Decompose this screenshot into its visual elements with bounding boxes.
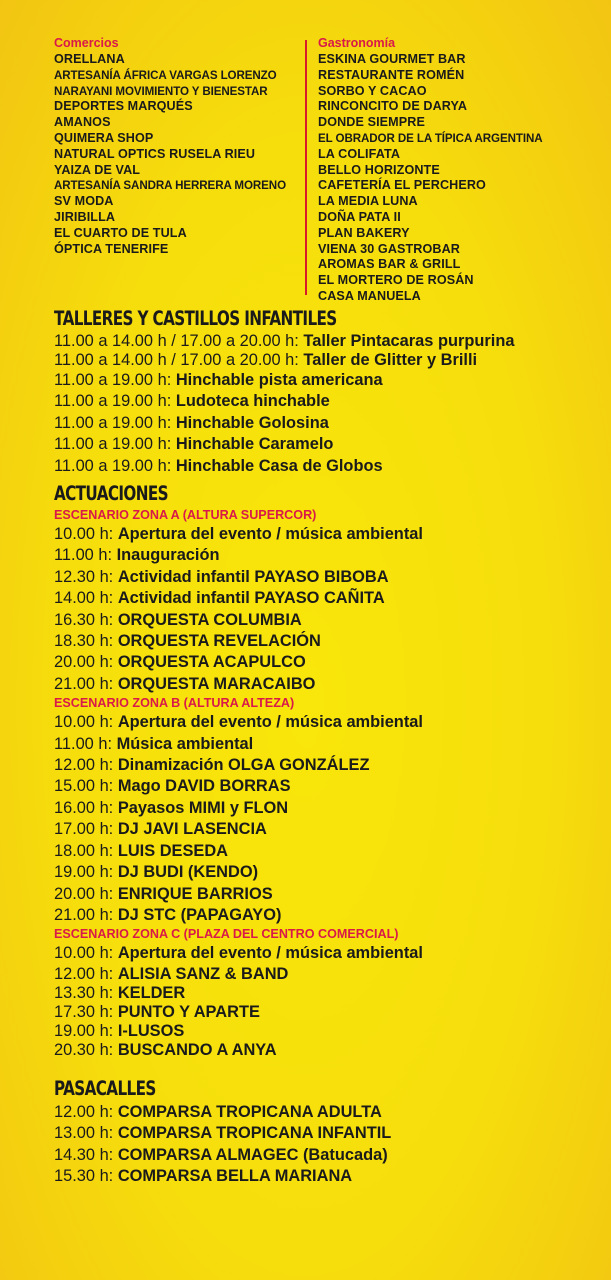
- schedule-row: [54, 652, 604, 673]
- row-time: 16.30 h:: [54, 610, 114, 629]
- row-time: 20.30 h:: [54, 1040, 114, 1059]
- schedule-row: [54, 370, 604, 391]
- row-time: 11.00 a 14.00 h / 17.00 a 20.00 h:: [54, 332, 299, 350]
- pasacalles-title: PASACALLES: [54, 1077, 156, 1100]
- row-time: 21.00 h:: [54, 905, 114, 924]
- schedule-row: [54, 1123, 604, 1144]
- row-time: 17.30 h:: [54, 1002, 114, 1021]
- talleres-title: TALLERES Y CASTILLOS INFANTILES: [54, 307, 337, 330]
- row-name: LUIS DESEDA: [117, 841, 229, 860]
- gastronomia-list: [318, 52, 598, 305]
- schedule-row: [54, 351, 604, 370]
- row-time: 13.30 h:: [54, 983, 114, 1002]
- schedule-row: [54, 456, 604, 477]
- schedule-row: [54, 434, 604, 455]
- row-time: 12.30 h:: [54, 567, 114, 586]
- list-item: DEPORTES MARQUÉS: [54, 99, 193, 114]
- comercios-title: Comercios: [54, 36, 119, 50]
- row-time: 11.00 h:: [54, 734, 113, 753]
- row-time: 11.00 a 19.00 h:: [54, 392, 172, 411]
- row-name: I-LUSOS: [117, 1021, 185, 1040]
- row-name: Inauguración: [116, 546, 220, 565]
- list-item: CAFETERÍA EL PERCHERO: [318, 178, 486, 193]
- row-time: 12.00 h:: [54, 964, 114, 983]
- list-item: SORBO Y CACAO: [318, 83, 427, 98]
- row-time: 10.00 h:: [54, 713, 114, 732]
- row-time: 19.00 h:: [54, 863, 114, 882]
- stage-a-title: ESCENARIO ZONA A (ALTURA SUPERCOR): [54, 508, 317, 522]
- row-name: ORQUESTA ACAPULCO: [117, 653, 306, 672]
- list-item: SV MODA: [54, 194, 114, 209]
- row-time: 12.00 h:: [54, 756, 114, 775]
- gastronomia-title: Gastronomía: [318, 36, 396, 50]
- schedule-row: [54, 965, 604, 984]
- row-name: Apertura del evento / música ambiental: [117, 944, 423, 963]
- list-item: RINCONCITO DE DARYA: [318, 99, 468, 114]
- pasacalles-section: [54, 1076, 604, 1188]
- list-item: ARTESANÍA ÁFRICA VARGAS LORENZO: [54, 68, 277, 82]
- row-time: 18.30 h:: [54, 632, 114, 651]
- list-item: ARTESANÍA SANDRA HERRERA MORENO: [54, 179, 287, 193]
- row-time: 14.30 h:: [54, 1145, 114, 1164]
- row-time: 11.00 a 19.00 h:: [54, 435, 172, 454]
- row-name: COMPARSA TROPICANA ADULTA: [117, 1103, 382, 1121]
- list-item: AROMAS BAR & GRILL: [318, 257, 461, 272]
- talleres-section: [54, 306, 604, 477]
- row-name: Mago DAVID BORRAS: [117, 777, 291, 796]
- row-time: 11.00 a 19.00 h:: [54, 371, 172, 389]
- row-name: PUNTO Y APARTE: [117, 1002, 260, 1021]
- list-item: ÓPTICA TENERIFE: [54, 241, 169, 256]
- schedule-row: [54, 862, 604, 883]
- schedule-row: [54, 631, 604, 652]
- row-time: 10.00 h:: [54, 944, 114, 963]
- schedule-row: [54, 841, 604, 862]
- list-item: PLAN BAKERY: [318, 225, 410, 240]
- row-name: DJ BUDI (KENDO): [117, 863, 259, 882]
- list-item: NARAYANI MOVIMIENTO Y BIENESTAR: [54, 84, 268, 98]
- row-name: Hinchable Caramelo: [175, 435, 334, 454]
- schedule-row: [54, 776, 604, 797]
- list-item: BELLO HORIZONTE: [318, 162, 440, 177]
- actuaciones-title: ACTUACIONES: [54, 482, 168, 505]
- schedule-row: [54, 413, 604, 434]
- row-name: ALISIA SANZ & BAND: [117, 964, 289, 983]
- stage-b-title: ESCENARIO ZONA B (ALTURA ALTEZA): [54, 696, 295, 711]
- row-name: Música ambiental: [116, 734, 254, 753]
- schedule-row: [54, 712, 604, 733]
- row-time: 11.00 h:: [54, 546, 113, 565]
- row-name: Taller de Glitter y Brilli: [303, 351, 478, 369]
- list-item: EL MORTERO DE ROSÁN: [318, 273, 474, 288]
- row-name: COMPARSA BELLA MARIANA: [117, 1167, 353, 1186]
- schedule-row: [54, 567, 604, 588]
- row-name: Actividad infantil PAYASO BIBOBA: [117, 567, 389, 586]
- row-time: 21.00 h:: [54, 674, 114, 693]
- row-time: 16.00 h:: [54, 798, 114, 817]
- schedule-row: [54, 755, 604, 776]
- list-item: LA MEDIA LUNA: [318, 194, 418, 209]
- row-name: COMPARSA ALMAGEC (Batucada): [117, 1145, 388, 1164]
- schedule-row: [54, 610, 604, 631]
- row-name: Dinamización OLGA GONZÁLEZ: [117, 756, 370, 775]
- row-name: KELDER: [117, 983, 186, 1002]
- row-name: COMPARSA TROPICANA INFANTIL: [117, 1124, 392, 1143]
- actuaciones-section: [54, 481, 604, 1060]
- row-time: 12.00 h:: [54, 1103, 114, 1121]
- list-item: EL CUARTO DE TULA: [54, 225, 187, 240]
- schedule-row: [54, 905, 604, 926]
- schedule-row: [54, 1003, 604, 1022]
- row-name: Hinchable Casa de Globos: [175, 456, 383, 475]
- row-name: Apertura del evento / música ambiental: [117, 713, 423, 732]
- schedule-row: [54, 798, 604, 819]
- row-time: 14.00 h:: [54, 589, 114, 608]
- row-time: 11.00 a 14.00 h / 17.00 a 20.00 h:: [54, 351, 299, 369]
- schedule-row: [54, 588, 604, 609]
- column-divider: [305, 40, 307, 295]
- schedule-row: [54, 984, 604, 1003]
- comercios-list: [54, 52, 302, 257]
- row-time: 11.00 a 19.00 h:: [54, 413, 172, 432]
- row-time: 10.00 h:: [54, 525, 114, 543]
- row-time: 13.00 h:: [54, 1124, 114, 1143]
- row-name: ORQUESTA MARACAIBO: [117, 674, 316, 693]
- schedule-row: [54, 1102, 604, 1123]
- list-item: EL OBRADOR DE LA TÍPICA ARGENTINA: [318, 131, 543, 145]
- row-time: 11.00 a 19.00 h:: [54, 456, 172, 475]
- list-item: YAIZA DE VAL: [54, 162, 141, 177]
- list-item: LA COLIFATA: [318, 146, 401, 161]
- row-time: 17.00 h:: [54, 820, 114, 839]
- row-name: Payasos MIMI y FLON: [117, 798, 289, 817]
- row-name: Apertura del evento / música ambiental: [117, 525, 423, 543]
- directory-columns: [0, 36, 611, 303]
- schedule-row: [54, 884, 604, 905]
- row-time: 20.00 h:: [54, 653, 114, 672]
- row-name: DJ JAVI LASENCIA: [117, 820, 267, 839]
- comercios-column: [54, 36, 302, 257]
- list-item: DONDE SIEMPRE: [318, 115, 425, 130]
- row-time: 20.00 h:: [54, 884, 114, 903]
- schedule-row: [54, 524, 604, 545]
- schedule-row: [54, 391, 604, 412]
- row-name: ENRIQUE BARRIOS: [117, 884, 273, 903]
- row-name: DJ STC (PAPAGAYO): [117, 905, 282, 924]
- stage-c-title: ESCENARIO ZONA C (PLAZA DEL CENTRO COMERCIAL): [54, 927, 399, 942]
- schedule-row: [54, 1145, 604, 1166]
- row-name: Taller Pintacaras purpurina: [303, 332, 515, 350]
- schedule-row: [54, 674, 604, 695]
- schedule-row: [54, 545, 604, 566]
- list-item: CASA MANUELA: [318, 288, 421, 303]
- list-item: ORELLANA: [54, 52, 125, 66]
- list-item: VIENA 30 GASTROBAR: [318, 241, 460, 256]
- list-item: JIRIBILLA: [54, 209, 116, 224]
- row-name: ORQUESTA COLUMBIA: [117, 610, 302, 629]
- list-item: AMANOS: [54, 115, 111, 130]
- list-item: DOÑA PATA II: [318, 209, 401, 224]
- row-name: Hinchable Golosina: [175, 413, 329, 432]
- gastronomia-column: [318, 36, 598, 305]
- list-item: RESTAURANTE ROMÉN: [318, 67, 465, 82]
- schedule-row: [54, 819, 604, 840]
- row-time: 15.30 h:: [54, 1167, 114, 1186]
- schedule-row: [54, 332, 604, 351]
- schedule-row: [54, 1041, 604, 1060]
- schedule-row: [54, 943, 604, 964]
- row-time: 19.00 h:: [54, 1021, 114, 1040]
- row-name: Hinchable pista americana: [175, 371, 383, 389]
- row-name: ORQUESTA REVELACIÓN: [117, 632, 321, 651]
- schedule-row: [54, 734, 604, 755]
- list-item: ESKINA GOURMET BAR: [318, 52, 466, 66]
- schedule-row: [54, 1166, 604, 1187]
- row-name: BUSCANDO A ANYA: [117, 1040, 277, 1059]
- list-item: NATURAL OPTICS RUSELA RIEU: [54, 146, 256, 161]
- row-time: 18.00 h:: [54, 841, 114, 860]
- row-time: 15.00 h:: [54, 777, 114, 796]
- row-name: Ludoteca hinchable: [175, 392, 330, 411]
- schedule-row: [54, 1022, 604, 1041]
- list-item: QUIMERA SHOP: [54, 130, 154, 145]
- row-name: Actividad infantil PAYASO CAÑITA: [117, 589, 385, 608]
